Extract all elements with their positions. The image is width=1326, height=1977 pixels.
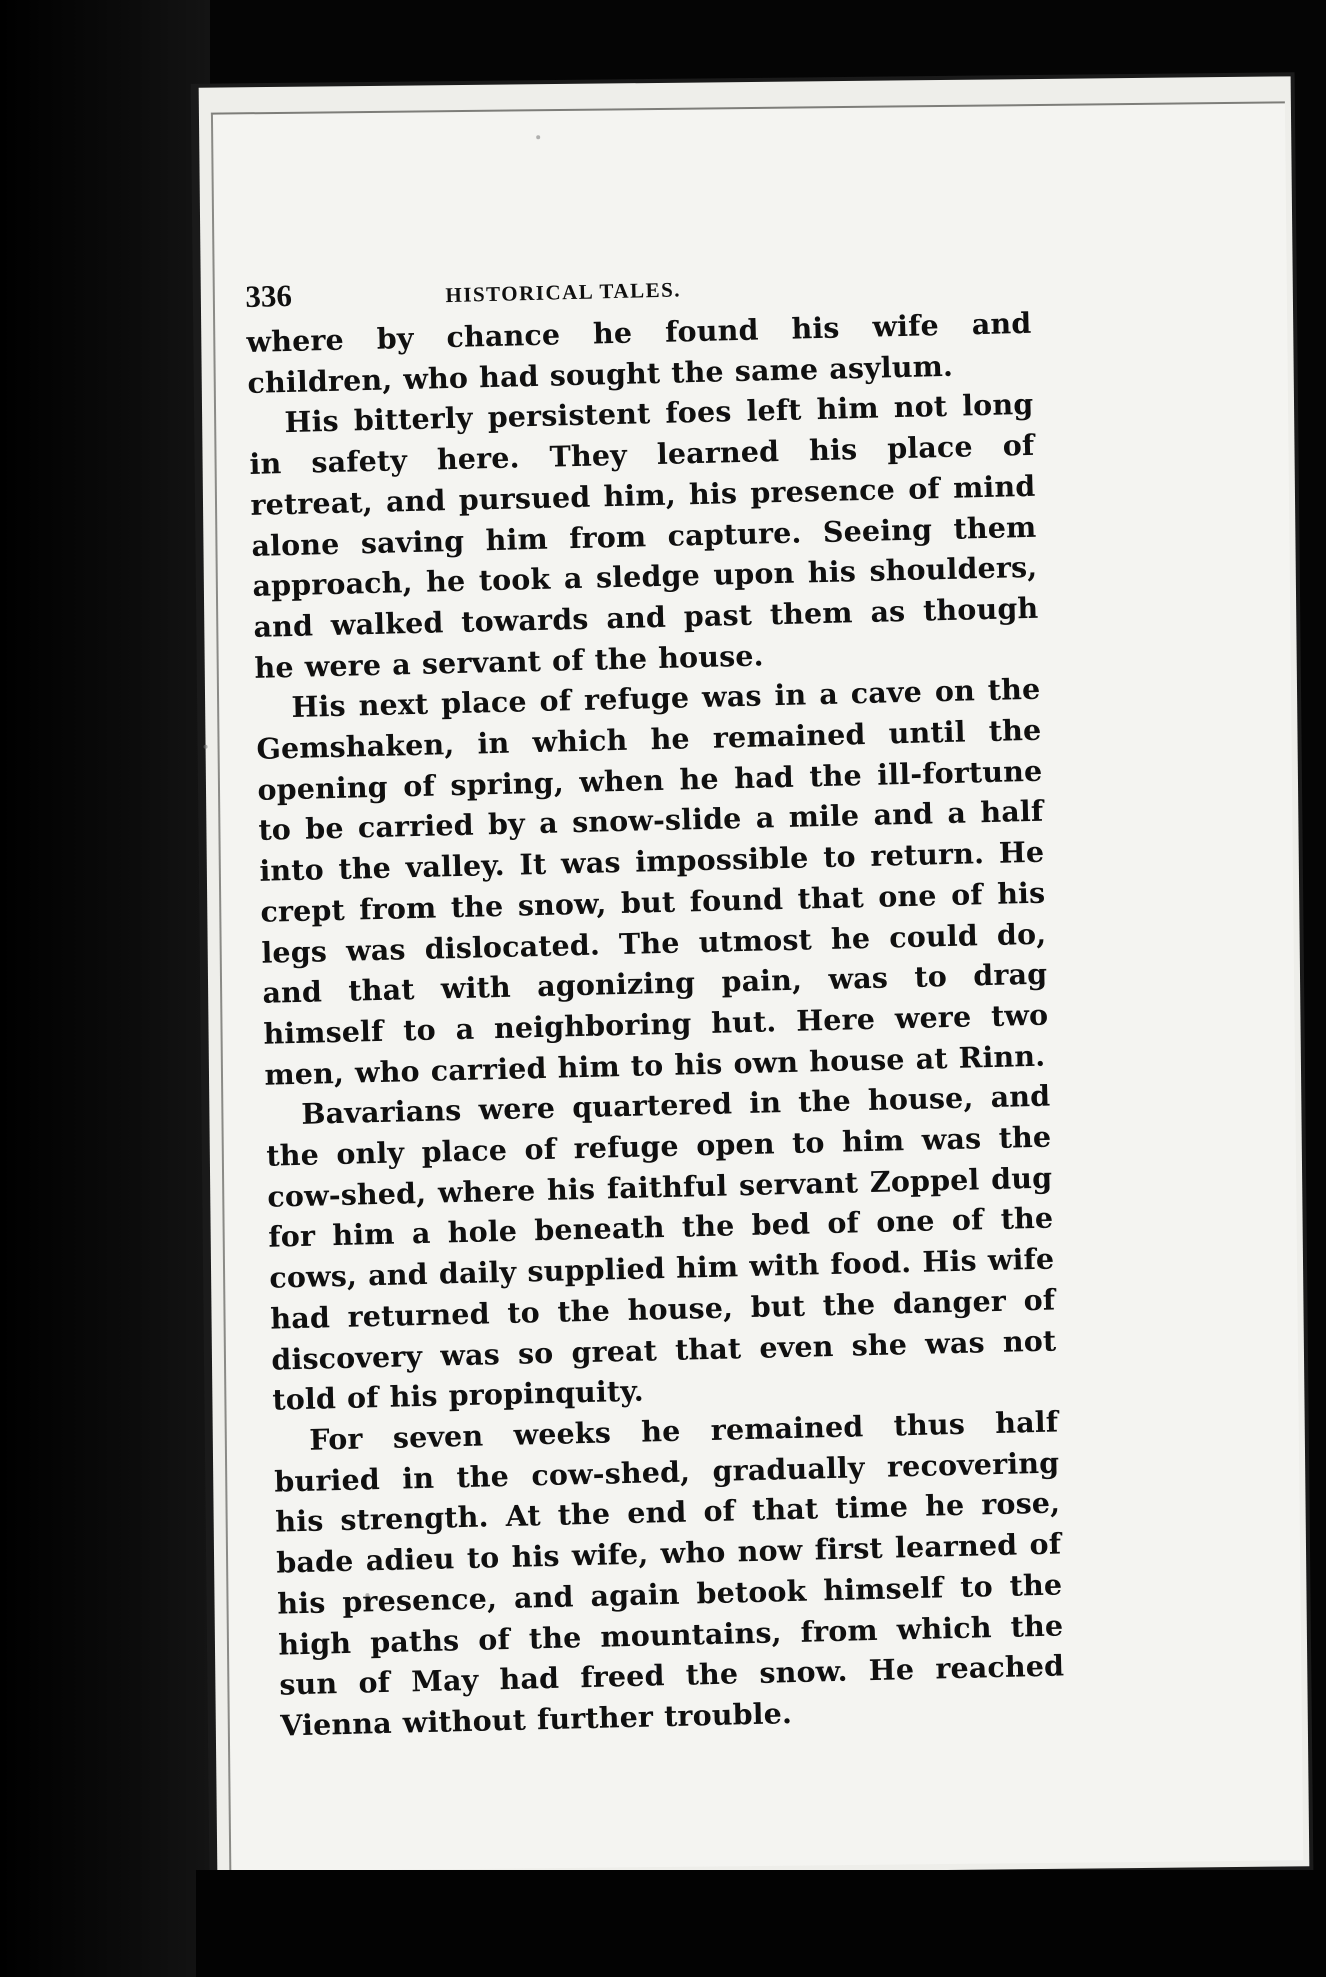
paragraph-1: where by chance he found his wife and children, who had sought the same asylum. (246, 305, 1032, 400)
book-edge-shadow (0, 0, 210, 1977)
scan-bottom-edge (196, 1870, 1326, 1977)
paragraph-5: For seven weeks he remained thus half buried in the cow-shed, gradually recovering his strength. At the end of that time he rose, bade adieu to his wife, who now first learned of his presence, and again betook himself to the high paths of the mountains, from which the sun of May had freed the snow. He reached Vienna without further trouble. (273, 1404, 1065, 1743)
page-content (245, 260, 1066, 1746)
running-head: HISTORICAL TALES. (445, 277, 682, 308)
page-number: 336 (245, 277, 293, 314)
scan-dust-mark (204, 745, 208, 749)
paragraph-4: Bavarians were quartered in the house, and the only place of refuge open to him was the cow-shed, where his faithful servant Zoppel dug for him a hole beneath the bed of one of the cows, and daily supplied him with food. His wife had returned to the house, but the danger of discovery was so great that even she was not told of his propinquity. (266, 1078, 1057, 1417)
paragraph-2: His bitterly persistent foes left him not long in safety here. They learned his place of retreat, and pursued him, his presence of mind alone saving him from capture. Seeing them approach, he took a sledge upon his shoulders, and walked towards and past them as though he were a servant of the house. (249, 387, 1039, 685)
scan-dust-mark (536, 135, 540, 139)
paragraph-3: His next place of refuge was in a cave on the Gemshaken, in which he remained until the opening of spring, when he had the ill-fortune to be carried by a snow-slide a mile and a half into the valley. It was impossible to return. He crept from the snow, but found that one of his legs was dislocated. The utmost he could do, and that with agonizing pain, was to drag himself to a neighboring hut. Here were two men, who carried him to his own house at Rinn. (256, 672, 1049, 1092)
